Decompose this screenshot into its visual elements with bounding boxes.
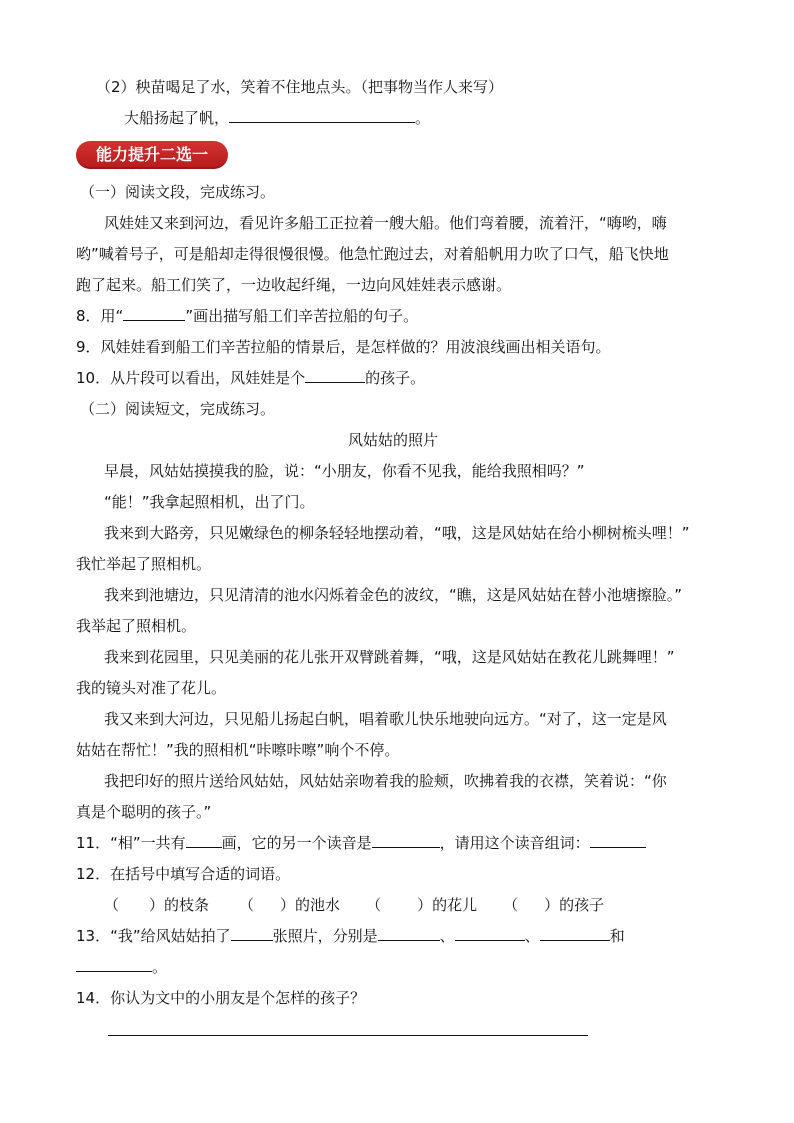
- q11-reading-blank[interactable]: [372, 833, 440, 848]
- q13-line-2: [76, 957, 167, 977]
- q10-suffix: 的孩子。: [365, 369, 426, 387]
- q11-part-b: 画，它的另一个读音是: [221, 834, 372, 852]
- q8-prefix: 8．用“: [76, 307, 124, 325]
- story-line: 早晨，风姑姑摸摸我的脸，说：“小朋友，你看不见我，能给我照相吗？”: [104, 462, 585, 480]
- q2-answer-prefix: 大船扬起了帆，: [124, 109, 230, 127]
- q13-photo-blank[interactable]: [540, 926, 610, 941]
- q2-answer-suffix: 。: [415, 109, 431, 127]
- q12-item-label: ）的枝条: [149, 896, 210, 914]
- q12-bracket-open: （: [366, 896, 382, 914]
- q14-line: 14．你认为文中的小朋友是个怎样的孩子？: [76, 989, 366, 1007]
- q12-line: 12．在括号中填写合适的词语。: [76, 865, 291, 883]
- part1-para-line: 哟”喊着号子，可是船却走得很慢很慢。他急忙跑过去，对着船帆用力吹了口气，船飞快地: [76, 245, 669, 263]
- q11-word-blank[interactable]: [590, 833, 646, 848]
- q13-photo-blank[interactable]: [76, 957, 152, 972]
- q8-blank[interactable]: [123, 306, 185, 321]
- q13-photo-blank[interactable]: [378, 926, 440, 941]
- part1-para-line: 跑了起来。船工们笑了，一边收起纤绳，一边向风娃娃表示感谢。: [76, 276, 512, 294]
- q10-prefix: 10．从片段可以看出，风娃娃是个: [76, 369, 306, 387]
- q10-blank[interactable]: [305, 368, 365, 383]
- q12-items: [104, 895, 604, 915]
- q12-bracket-open: （: [239, 896, 255, 914]
- story-line: 我举起了照相机。: [76, 617, 197, 635]
- story-line: 我又来到大河边，只见船儿扬起白帆，唱着歌儿快乐地驶向远方。“对了，这一定是风: [104, 710, 667, 728]
- q2-answer-blank[interactable]: [229, 108, 415, 123]
- q11-part-c: ，请用这个读音组词：: [439, 834, 590, 852]
- q11-line: [76, 833, 646, 853]
- story-line: 我的镜头对准了花儿。: [76, 679, 227, 697]
- q11-stroke-blank[interactable]: [186, 833, 222, 848]
- q13-part-b: 张照片，分别是: [272, 927, 378, 945]
- story-line: 我来到大路旁，只见嫩绿色的柳条轻轻地摆动着，“哦，这是风姑姑在给小柳树梳头哩！”: [104, 524, 690, 542]
- q12-item-label: ）的花儿: [417, 896, 478, 914]
- story-line: “能！”我拿起照相机，出了门。: [104, 493, 315, 511]
- q13-and: 和: [609, 927, 625, 945]
- q13-separator: 、: [439, 927, 455, 945]
- q13-separator: 、: [524, 927, 540, 945]
- q12-bracket-open: （: [104, 896, 120, 914]
- q13-count-blank[interactable]: [231, 926, 273, 941]
- q2-prompt: （2）秧苗喝足了水，笑着不住地点头。（把事物当作人来写）: [96, 78, 504, 96]
- q13-photo-blank[interactable]: [455, 926, 525, 941]
- q2-answer-line: [124, 108, 430, 128]
- story-line: 真是个聪明的孩子。”: [76, 803, 212, 821]
- story-line: 我来到花园里，只见美丽的花儿张开双臂跳着舞，“哦，这是风姑姑在教花儿跳舞哩！”: [104, 648, 675, 666]
- story-line: 我把印好的照片送给风姑姑，风姑姑亲吻着我的脸颊，吹拂着我的衣襟，笑着说：“你: [104, 772, 667, 790]
- q13-line: [76, 926, 625, 946]
- story-title: 风姑姑的照片: [348, 431, 439, 449]
- q12-bracket-open: （: [503, 896, 519, 914]
- section-badge: 能力提升二选一: [76, 141, 228, 169]
- story-line: 我来到池塘边，只见清清的池水闪烁着金色的波纹，“瞧，这是风姑姑在替小池塘擦脸。”: [104, 586, 683, 604]
- part2-heading: （二）阅读短文，完成练习。: [80, 400, 276, 418]
- q11-part-a: 11．“相”一共有: [76, 834, 186, 852]
- q12-item-label: ）的池水: [280, 896, 341, 914]
- q14-answer-line[interactable]: [108, 1035, 588, 1036]
- story-line: 我忙举起了照相机。: [76, 555, 212, 573]
- story-line: 姑姑在帮忙！”我的照相机“咔嚓咔嚓”响个不停。: [76, 741, 400, 759]
- q10-line: [76, 368, 425, 388]
- q8-suffix: ”画出描写船工们辛苦拉船的句子。: [185, 307, 419, 325]
- part1-para-line: 风娃娃又来到河边，看见许多船工正拉着一艘大船。他们弯着腰，流着汗，“嗨哟，嗨: [104, 214, 667, 232]
- q12-item-label: ）的孩子: [544, 896, 605, 914]
- q13-part-a: 13．“我”给风姑姑拍了: [76, 927, 231, 945]
- part1-heading: （一）阅读文段，完成练习。: [80, 183, 276, 201]
- q13-end: 。: [152, 958, 168, 976]
- q8-line: [76, 306, 418, 326]
- q9-line: 9．风娃娃看到船工们辛苦拉船的情景后，是怎样做的？用波浪线画出相关语句。: [76, 338, 611, 356]
